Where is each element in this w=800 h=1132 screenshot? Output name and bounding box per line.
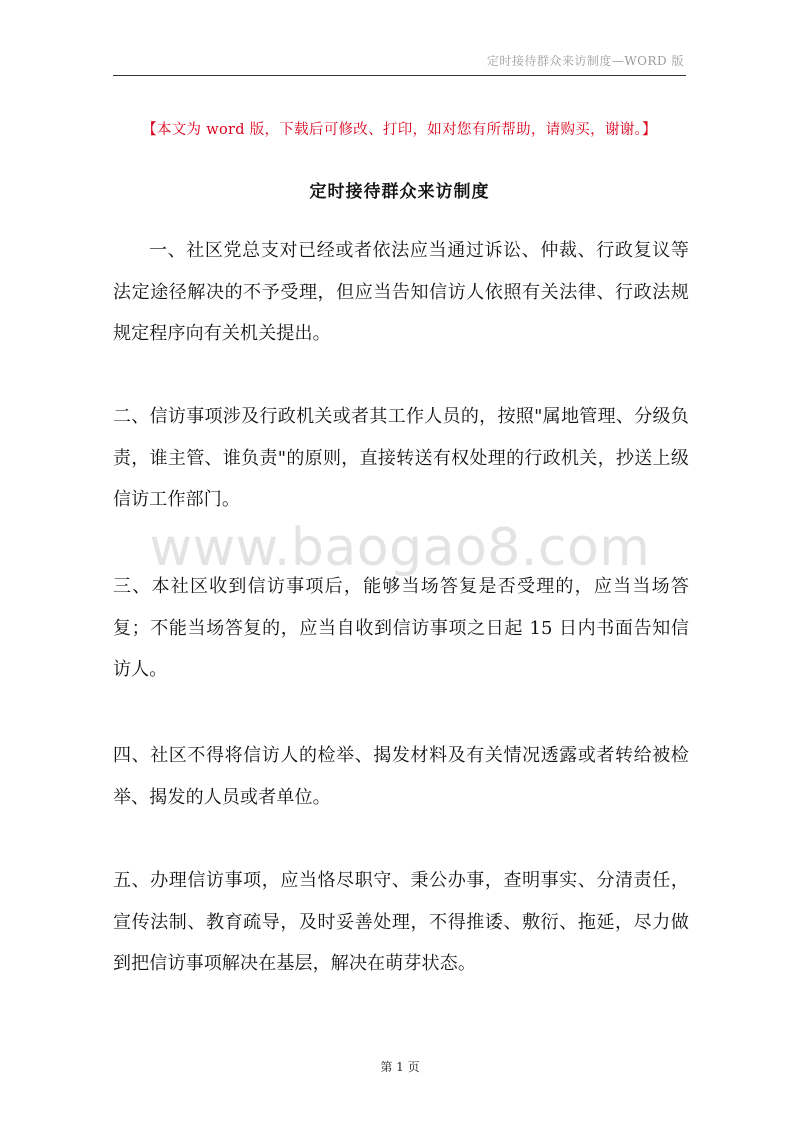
paragraph-2: 二、信访事项涉及行政机关或者其工作人员的，按照"属地管理、分级负责，谁主管、谁负责"的原则，直接转送有权处理的行政机关，抄送上级信访工作部门。	[113, 406, 689, 510]
running-header: 定时接待群众来访制度—WORD 版	[486, 54, 684, 68]
page-number: 第 1 页	[380, 1060, 420, 1074]
paragraph-1: 一、社区党总支对已经或者依法应当通过诉讼、仲裁、行政复议等法定途径解决的不予受理，但应当告知信访人依照有关法律、行政法规规定程序向有关机关提出。	[113, 240, 689, 344]
paragraph-3: 三、本社区收到信访事项后，能够当场答复是否受理的，应当当场答复；不能当场答复的，应当自收到信访事项之日起 15 日内书面告知信访人。	[113, 576, 689, 680]
paragraph-5: 五、办理信访事项，应当恪尽职守、秉公办事，查明事实、分清责任，宣传法制、教育疏导，及时妥善处理，不得推诿、敷衍、拖延，尽力做到把信访事项解决在基层，解决在萌芽状态。	[113, 870, 689, 974]
paragraph-4: 四、社区不得将信访人的检举、揭发材料及有关情况透露或者转给被检举、揭发的人员或者单位。	[113, 745, 689, 808]
document-title: 定时接待群众来访制度	[309, 182, 490, 202]
purchase-notice: 【本文为 word 版，下载后可修改、打印，如对您有所帮助，请购买，谢谢。】	[142, 122, 657, 138]
header-divider	[113, 75, 686, 76]
watermark: www.baogao8.com	[149, 518, 651, 578]
